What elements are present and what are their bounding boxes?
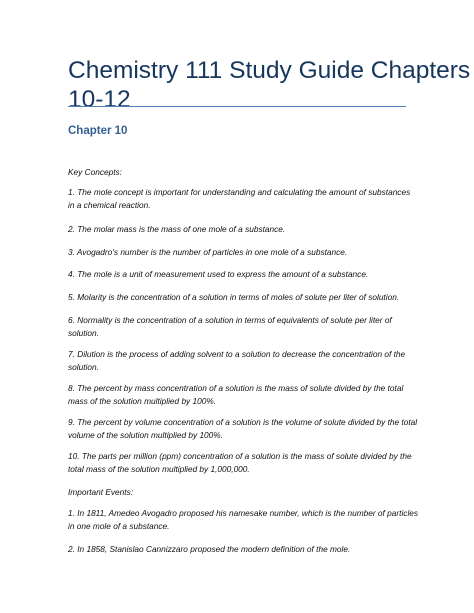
event-line: 2. In 1858, Stanislao Cannizzaro proposed the modern definition of the mole.: [68, 544, 351, 554]
concept-item-8: [68, 382, 413, 407]
event-line: 1. In 1811, Amedeo Avogadro proposed his namesake number, which is the number of particles: [68, 508, 419, 518]
concept-item-7: [68, 348, 413, 373]
concept-line: mass of the solution multiplied by 100%.: [68, 395, 217, 406]
concept-line: 7. Dilution is the process of adding solvent to a solution to decrease the concentration of the: [68, 349, 406, 359]
concept-line: in a chemical reaction.: [68, 199, 151, 210]
concept-line: 5. Molarity is the concentration of a solution in terms of moles of solute per liter of solution.: [68, 292, 400, 302]
concept-line: 1. The mole concept is important for understanding and calculating the amount of substances: [68, 187, 411, 197]
concept-line: 10. The parts per million (ppm) concentration of a solution is the mass of solute divided by the: [68, 451, 412, 461]
concept-line: 8. The percent by mass concentration of a solution is the mass of solute divided by the total: [68, 383, 404, 393]
concept-line: 6. Normality is the concentration of a solution in terms of equivalents of solute per liter of: [68, 315, 392, 325]
concept-item-9: [68, 416, 418, 441]
concept-line: volume of the solution multiplied by 100%.: [68, 429, 223, 440]
title-divider: [68, 106, 406, 107]
concept-item-5: [68, 291, 413, 304]
concept-item-3: [68, 246, 413, 259]
concept-item-10: [68, 450, 413, 475]
concept-line: 3. Avogadro's number is the number of particles in one mole of a substance.: [68, 247, 348, 257]
concept-line: total mass of the solution multiplied by 1,000,000.: [68, 463, 250, 474]
concept-item-1: [68, 186, 413, 211]
title-line-2: 10-12: [68, 86, 131, 113]
concept-item-6: [68, 314, 413, 339]
concept-line: solution.: [68, 361, 99, 372]
event-item-2: [68, 543, 413, 556]
concept-item-2: [68, 223, 413, 236]
concept-line: 2. The molar mass is the mass of one mole of a substance.: [68, 224, 286, 234]
concept-line: 9. The percent by volume concentration of a solution is the volume of solute divided by the total: [68, 417, 418, 427]
concept-line: solution.: [68, 327, 99, 338]
chapter-heading: Chapter 10: [68, 125, 128, 137]
key-concepts-label: Key Concepts:: [68, 167, 122, 177]
concept-item-4: [68, 268, 413, 281]
event-line: in one mole of a substance.: [68, 520, 170, 531]
title-line-1: Chemistry 111 Study Guide Chapters: [68, 57, 471, 84]
important-events-label: Important Events:: [68, 487, 134, 497]
event-item-1: [68, 507, 419, 532]
concept-line: 4. The mole is a unit of measurement used to express the amount of a substance.: [68, 269, 369, 279]
